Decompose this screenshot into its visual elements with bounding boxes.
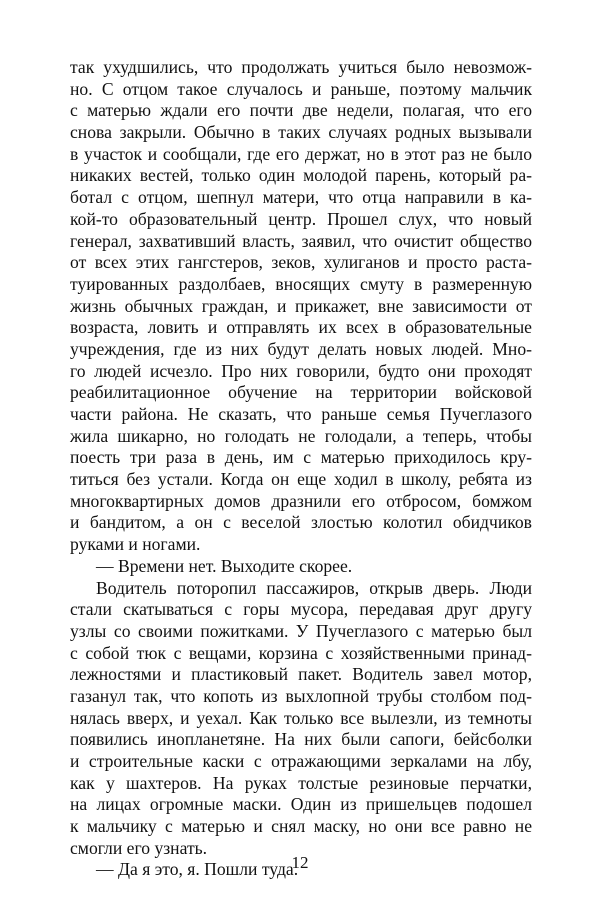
text-line: так ухудшились, что продолжать учиться было невозмож-	[70, 57, 532, 77]
text-line: лежностями и пластиковый пакет. Водитель завел мотор,	[70, 664, 532, 685]
text-line: учреждения, где из них будут делать новых людей. Мно-	[70, 338, 532, 359]
text-line: никаких вестей, только один молодой парень, который ра-	[70, 165, 532, 186]
text-line: к мальчику с матерью и снял маску, но они все равно не	[70, 816, 532, 837]
text-line: части района. Не сказать, что раньше семья Пучеглазого	[70, 404, 532, 424]
text-line: снова закрыли. Обычно в таких случаях родных вызывали	[70, 122, 532, 143]
text-line: го людей исчезло. Про них говорили, будто они проходят	[70, 360, 532, 381]
dialogue-line: — Да я это, я. Пошли туда.	[96, 859, 299, 880]
text-line: стали скатываться с горы мусора, передавая друг другу	[70, 599, 532, 620]
text-line: от всех этих гангстеров, зеков, хулиганов и просто раста-	[70, 252, 532, 273]
text-line: титься без устали. Когда он еще ходил в школу, ребята из	[70, 469, 532, 490]
text-line: поесть три раза в день, им с матерью приходилось кру-	[70, 447, 532, 468]
text-line: и строительные каски с отражающими зеркалами на лбу,	[70, 751, 532, 771]
text-line: генерал, захвативший власть, заявил, что очистит общество	[70, 230, 532, 251]
dialogue-line: — Времени нет. Выходите скорее.	[96, 555, 353, 576]
text-line: смогли его узнать.	[70, 837, 208, 858]
text-line: как у шахтеров. На руках толстые резиновые перчатки,	[70, 772, 532, 793]
text-line: на лицах огромные маски. Один из пришельцев подошел	[70, 794, 532, 815]
text-line: ботал с отцом, шепнул матери, что отца направили в ка-	[70, 187, 532, 208]
text-line: кой-то образовательный центр. Прошел слух, что новый	[70, 208, 532, 229]
page-number: 12	[291, 853, 309, 872]
text-line: узлы со своими пожитками. У Пучеглазого с матерью был	[70, 620, 532, 641]
text-line: жизнь обычных граждан, и прикажет, вне зависимости от	[70, 295, 532, 316]
text-line: с матерью ждали его почти две недели, полагая, что его	[70, 100, 532, 121]
text-line: газанул так, что копоть из выхлопной трубы столбом под-	[70, 685, 532, 706]
paragraph	[70, 578, 532, 860]
text-line: туированных раздолбаев, вносящих смуту в размеренную	[70, 273, 532, 294]
text-line: и бандитом, а он с веселой злостью колотил обидчиков	[70, 512, 532, 533]
text-line: реабилитационное обучение на территории войсковой	[70, 382, 532, 403]
text-line: в участок и сообщали, где его держат, но в этот раз не было	[70, 143, 532, 164]
dialogue-paragraph	[70, 556, 532, 578]
text-line: возраста, ловить и отправлять их всех в образовательные	[70, 317, 532, 338]
text-line: жила шикарно, но голодать не голодали, а теперь, чтобы	[70, 425, 532, 446]
text-line: нялась вверх, и уехал. Как только все вылезли, из темноты	[70, 707, 532, 728]
text-line: с собой тюк с вещами, корзина с хозяйственными принад-	[70, 642, 532, 663]
text-line: Водитель поторопил пассажиров, открыв дверь. Люди	[96, 577, 532, 598]
page-body	[70, 57, 532, 881]
paragraph	[70, 57, 532, 556]
text-line: многоквартирных домов дразнили его отбросом, бомжом	[70, 490, 532, 511]
text-line: руками и ногами.	[70, 534, 201, 555]
text-line: но. С отцом такое случалось и раньше, поэтому мальчик	[70, 78, 532, 99]
text-line: появились инопланетяне. На них были сапоги, бейсболки	[70, 729, 532, 750]
